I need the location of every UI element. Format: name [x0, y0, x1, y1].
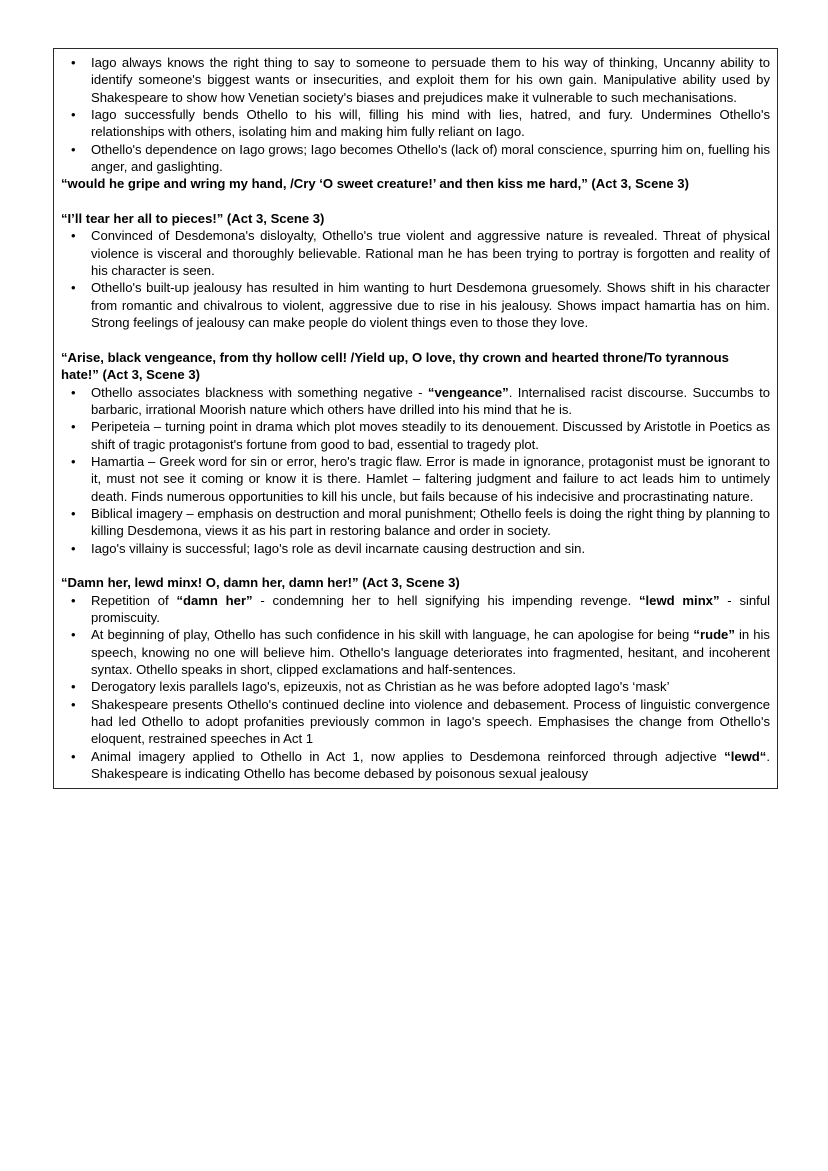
bullet-item [61, 696, 770, 748]
bullet-item [61, 592, 770, 627]
bullet-item [61, 418, 770, 453]
emphasised-term: “vengeance” [427, 384, 509, 400]
bullet-text-segment: . Shakespeare is indicating Othello has become debased by poisonous sexual jealousy [91, 748, 770, 782]
bullet-item: • Iago successfully bends Othello to his will, filling his mind with lies, hatred, and fury. Undermines Othello's relationships with others, isolating him and making him fully reliant on Iago. [61, 106, 770, 141]
bullet-item: • Othello's dependence on Iago grows; Iago becomes Othello's (lack of) moral conscience, spurring him on, fuelling his anger, and gaslighting. [61, 141, 770, 176]
bullet-item: • Iago always knows the right thing to say to someone to persuade them to his way of thinking, Uncanny ability to identify someone's biggest wants or insecurities, and exploit them for his own gain. Manipulative ability used by Shakespeare to show how Venetian society's biases and prejudices make it vulnerable to such mechanisations. [61, 54, 770, 106]
quotation-heading: “would he gripe and wring my hand, /Cry ‘O sweet creature!’ and then kiss me hard,” (Act 3, Scene 3) [61, 176, 689, 192]
emphasised-term: “rude” [693, 627, 735, 643]
bullet-text-segment: Animal imagery applied to Othello in Act 1, now applies to Desdemona reinforced through adjective [91, 748, 725, 764]
emphasised-term: “lewd“ [724, 748, 767, 764]
emphasised-term: “damn her” [176, 592, 253, 608]
bullet-item [61, 453, 770, 505]
bullet-item [61, 626, 770, 678]
quotation-heading: “I’ll tear her all to pieces!” (Act 3, Scene 3) [61, 211, 325, 227]
bullet-item [61, 540, 770, 557]
bullet-text-segment: Shakespeare presents Othello's continued decline into violence and debasement. Process of linguistic convergence had led Othello to adopt profanities previously common in Iago's speech. Emphasises the change from Othello's eloquent, restrained speeches in Act 1 [91, 696, 770, 747]
paragraph-spacer [61, 557, 770, 574]
bullet-text-segment: - sinful promiscuity. [91, 592, 771, 625]
emphasised-term: “lewd minx” [638, 592, 720, 608]
bullet-text-segment: Iago's villainy is successful; Iago's role as devil incarnate causing destruction and sin. [91, 540, 586, 556]
bullet-text-segment: Derogatory lexis parallels Iago's, epizeuxis, not as Christian as he was before adopted Iago's ‘mask’ [91, 679, 670, 695]
bullet-list [61, 592, 770, 783]
quotation-heading: “Arise, black vengeance, from thy hollow cell! /Yield up, O love, thy crown and hearted throne/To tyrannous hate!” (Act 3, Scene 3) [61, 349, 729, 383]
paragraph-spacer [61, 193, 770, 210]
bullet-item [61, 505, 770, 540]
bullet-text-segment: - condemning her to hell signifying his impending revenge. [252, 592, 639, 608]
bullet-item [61, 748, 770, 783]
bullet-list [61, 54, 770, 175]
bullet-text-segment: in his speech, knowing no one will believe him. Othello's language deteriorates into fragmented, hesitant, and incoherent syntax. Othello speaks in short, clipped exclamations and half-sentences. [91, 627, 770, 678]
bullet-text-segment: At beginning of play, Othello has such confidence in his skill with language, he can apologise for being [91, 627, 694, 643]
notes-text-box [53, 48, 778, 789]
bullet-text-segment: Hamartia – Greek word for sin or error, hero's tragic flaw. Error is made in ignorance, protagonist must be ignorant to it, must not see it coming or know it is there. Hamlet – faltering judgment and failure to act leads him to untimely death. Finds numerous opportunities to kill his uncle, but fails because of his indecisive and procrastinating nature. [91, 453, 770, 504]
bullet-list [61, 384, 770, 557]
notes-content [61, 54, 770, 782]
bullet-text-segment: Biblical imagery – emphasis on destruction and moral punishment; Othello feels is doing the right thing by planning to killing Desdemona, views it as his part in restoring balance and order in society. [91, 505, 770, 539]
paragraph-spacer [61, 332, 770, 349]
bullet-item [61, 384, 770, 419]
bullet-list [61, 227, 770, 331]
bullet-item: • Othello's built-up jealousy has resulted in him wanting to hurt Desdemona gruesomely. Shows shift in his character from romantic and chivalrous to violent, aggressive due to rise in his jealousy. Shows impact hamartia has on him. Strong feelings of jealousy can make people do violent things even to those they love. [61, 279, 770, 331]
bullet-item [61, 678, 770, 695]
bullet-text-segment: Othello associates blackness with something negative - [91, 384, 428, 400]
bullet-text-segment: Peripeteia – turning point in drama which plot moves steadily to its denouement. Discussed by Aristotle in Poetics as shift of tragic protagonist's fortune from good to bad, essential to tragedy plot. [91, 419, 770, 452]
bullet-text-segment: Repetition of [91, 592, 177, 608]
bullet-text-segment: . Internalised racist discourse. Succumbs to barbaric, irrational Moorish nature which others have drilled into his mind that he is. [91, 384, 770, 417]
bullet-item: • Convinced of Desdemona's disloyalty, Othello's true violent and aggressive nature is revealed. Threat of physical violence is visceral and thoroughly believable. Rational man he has been trying to portray is forgotten and reality of his character is seen. [61, 227, 770, 279]
quotation-heading: “Damn her, lewd minx! O, damn her, damn her!” (Act 3, Scene 3) [61, 575, 460, 591]
